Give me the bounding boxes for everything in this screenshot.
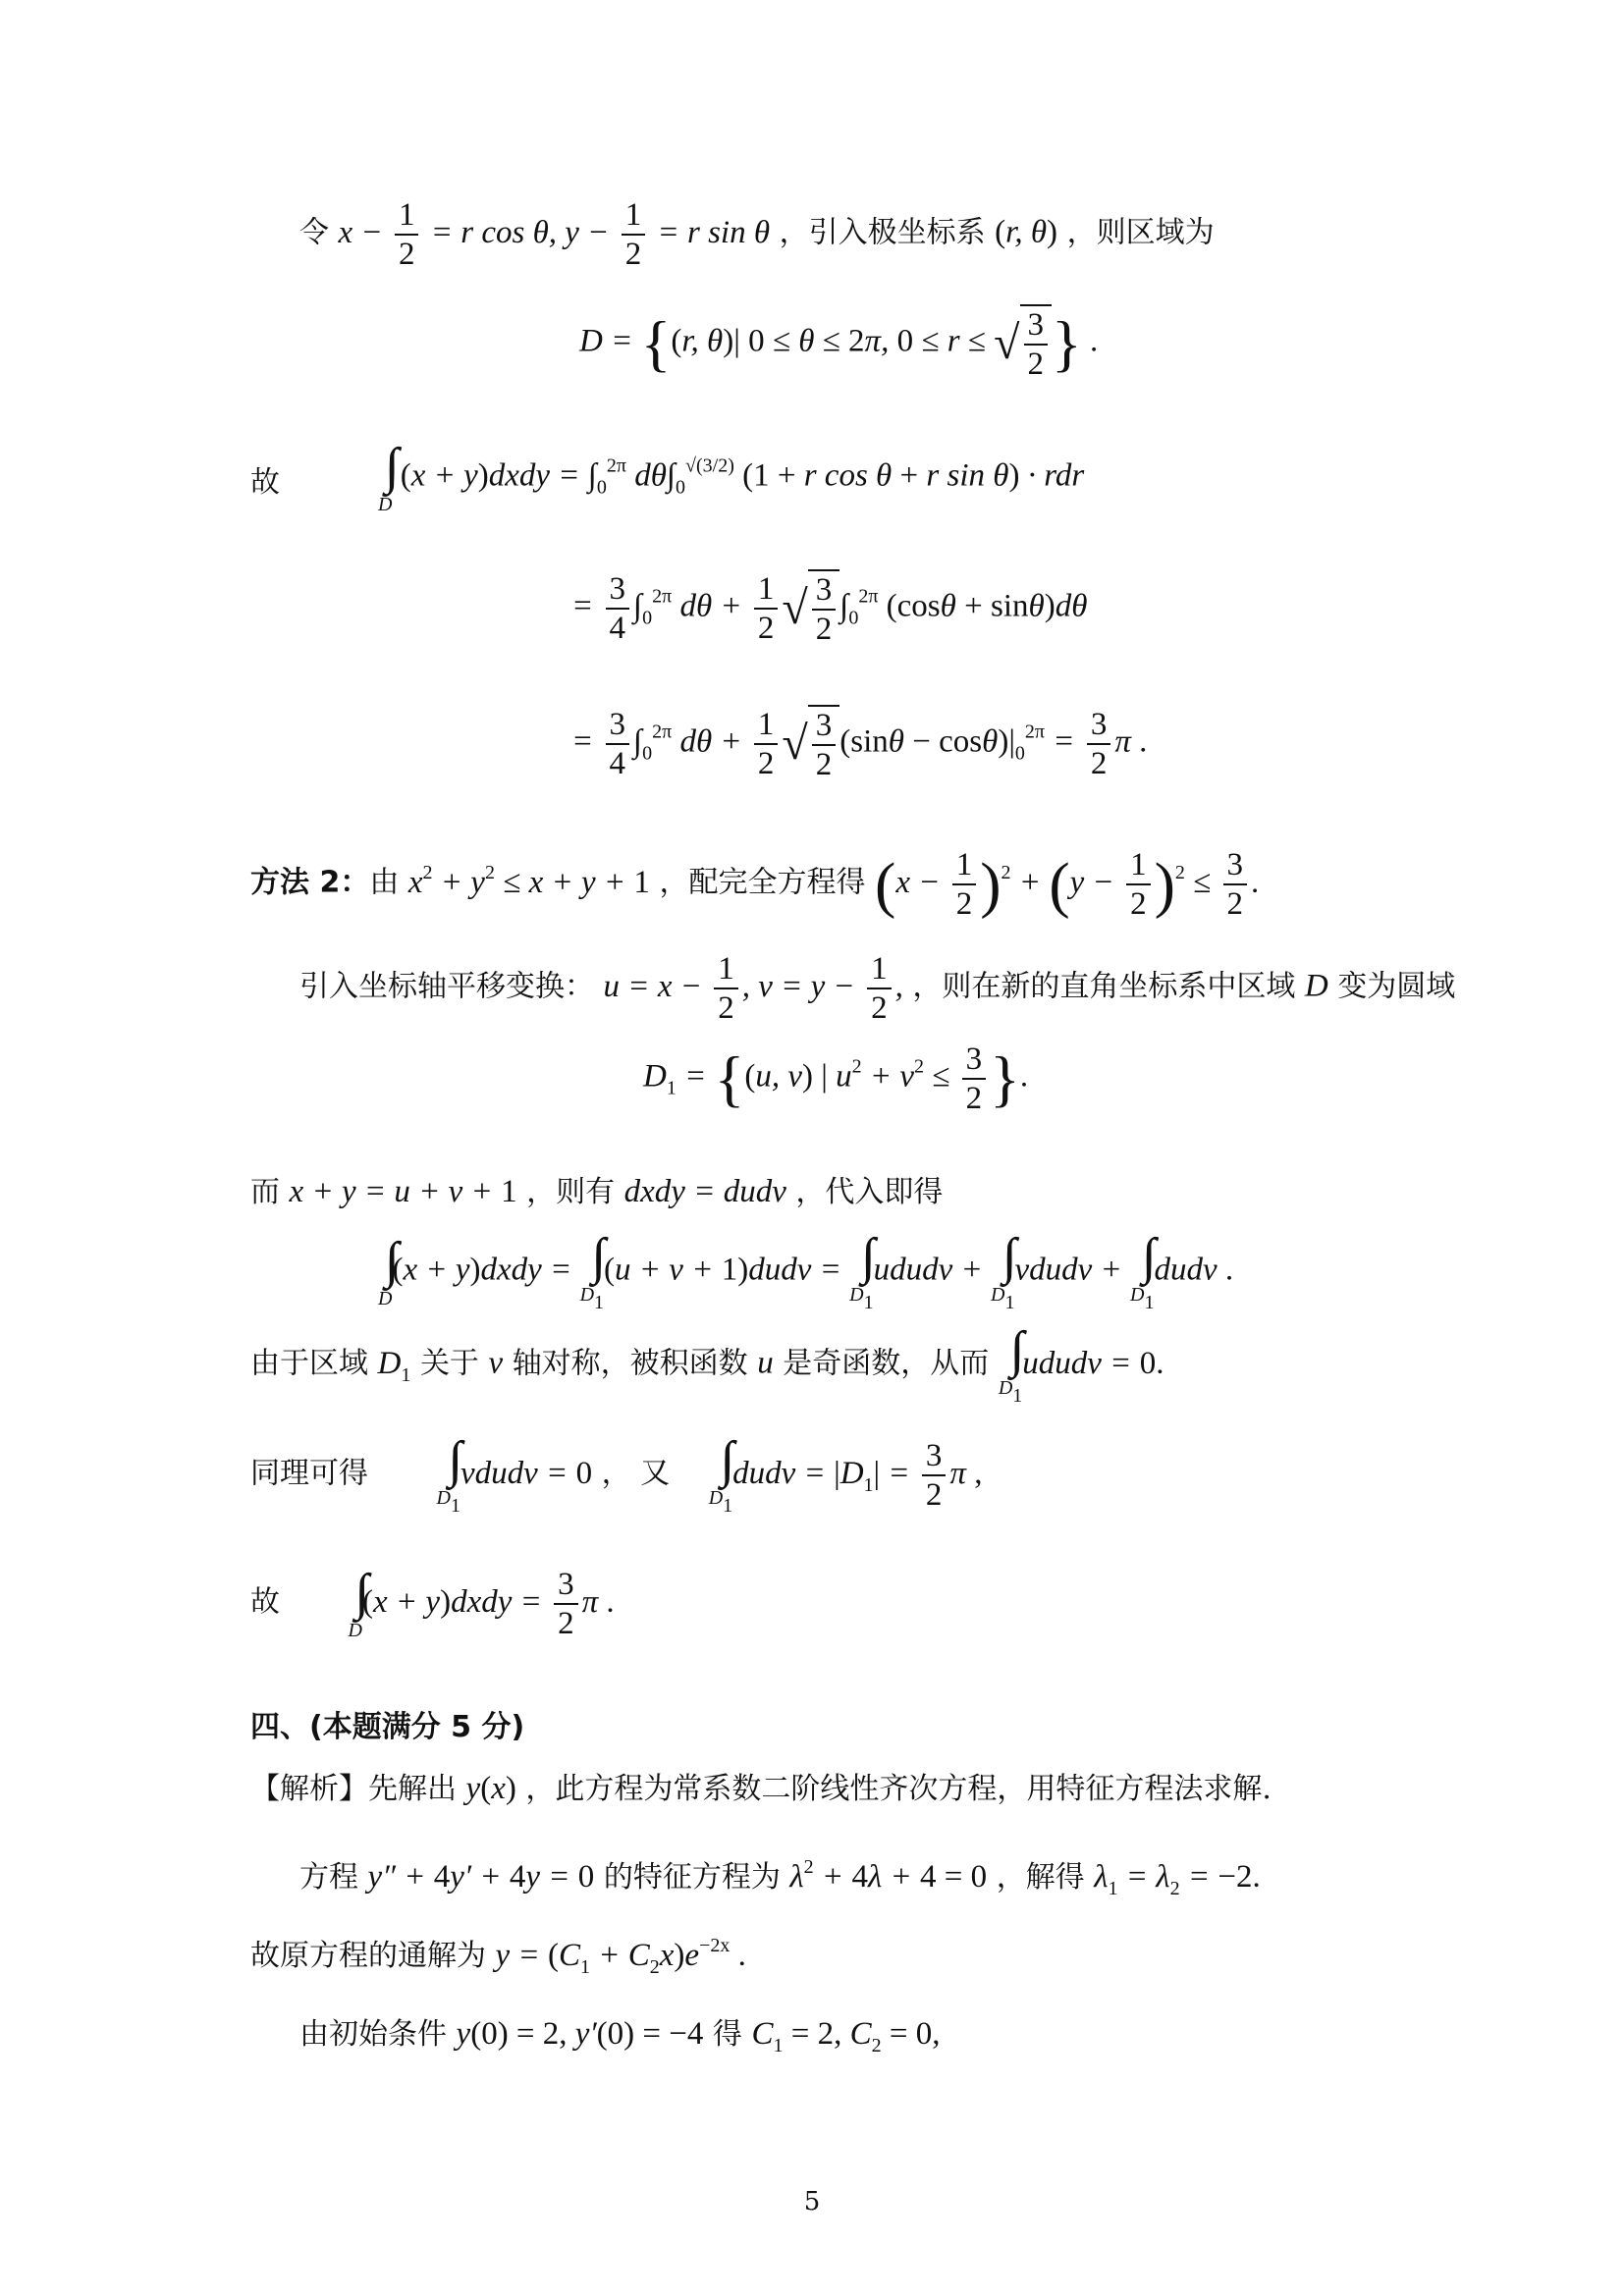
text: 引入坐标轴平移变换：: [299, 969, 594, 1004]
text: ，则在新的直角坐标系中区域: [912, 969, 1296, 1004]
text: 的特征方程为: [603, 1860, 781, 1895]
line-analysis: [250, 1767, 1272, 1811]
text: 故原方程的通解为: [250, 1939, 486, 1973]
math-ode: y″ + 4y′ + 4y = 0: [367, 1859, 595, 1895]
math-char-eq: $\lambda^2 + 4\lambda + 4 = 0$: [789, 1856, 988, 1895]
text: 由: [369, 865, 400, 900]
math-v-integral: ∫∫ D1 vdudv = 0: [436, 1432, 593, 1517]
math-substitution: x − $\frac{1}{2}$ = r cos θ, y − $\frac{1}{2}$ = r sin θ: [338, 197, 771, 272]
text: ，此方程为常系数二阶线性齐次方程，用特征方程法求解.: [525, 1772, 1272, 1806]
line-initial-conditions: [299, 2012, 941, 2067]
line-double-integral-polar: [250, 461, 280, 505]
math-polar-pair: (r, θ): [995, 214, 1058, 250]
equation-integral-polar: ∫∫ D (x + y)dxdy = $\int_0^{2\pi}$ $d\theta\int_0^{√(3/2)}$ (1 + r cos θ + r sin θ) · rdr: [378, 439, 1085, 515]
text: 由初始条件: [299, 2017, 447, 2052]
text: 令: [299, 215, 329, 250]
text: 而: [250, 1175, 280, 1209]
text: 是奇函数，从而: [783, 1346, 990, 1381]
sqrt-three-halves: √ $\frac{3}{2}$: [994, 304, 1052, 383]
line-symmetry: [250, 1322, 1164, 1407]
math-roots: $\lambda_1 = \lambda_2 = -2$.: [1094, 1859, 1261, 1899]
text: 先解出: [368, 1772, 457, 1806]
math-constants: $C_1 = 2$, $C_2 = 0$,: [751, 2016, 941, 2056]
line-translation: [299, 950, 1455, 1027]
line-general-solution: [250, 1924, 746, 1989]
math-initial: y(0) = 2, y′(0) = −4: [456, 2016, 704, 2052]
line-similarly: [250, 1432, 983, 1517]
text: ，代入即得: [795, 1175, 944, 1209]
text: ，则区域为: [1066, 215, 1215, 250]
text: 方程: [299, 1860, 358, 1895]
equation-region-d1: $D_1 = \{(u$, v) | $u^2 + v^2$ ≤ $\frac{3}{2}$ }.: [643, 1041, 1029, 1116]
text: ，解得: [996, 1860, 1085, 1895]
text-gu: 故: [250, 1584, 280, 1620]
math-complete-square: (x − $\frac{1}{2}$ )$^2$ + (y − $\frac{1}{2}$ )$^2$ ≤ $\frac{3}{2}$ .: [875, 847, 1260, 922]
math-dxdy: dxdy = dudv: [623, 1174, 786, 1209]
math-zero-integral: ∫∫ D1 ududv = 0.: [998, 1322, 1164, 1407]
text: 变为圆域: [1337, 969, 1456, 1004]
math-inequality: $x^2 + y^2 \le x + y + 1$: [407, 861, 650, 900]
section-4-title: 四、(本题满分 5 分): [250, 1710, 525, 1744]
method-label: 方法 2：: [250, 865, 370, 900]
page-number: 5: [803, 2187, 821, 2216]
analysis-label: 【解析】: [250, 1772, 368, 1806]
equation-step-2: = $\frac{3}{4}$ $\int_0^{2\pi}$ dθ + $\frac{1}{2}$ √ $\frac{3}{2}$ $\int_0^{2\pi}$ (cosθ + sinθ)dθ: [571, 571, 1088, 647]
text: 得: [712, 2017, 742, 2052]
fraction-half: $\frac{1}{2}$: [395, 196, 419, 273]
math-translation: u = x − $\frac{1}{2}$ , v = y − $\frac{1}{2}$ ,: [603, 951, 903, 1026]
line-jacobian: [250, 1170, 943, 1214]
equation-region-d: D = {(r, θ)| 0 ≤ θ ≤ 2π, 0 ≤ r ≤ √ $\frac{3}{2}$ } .: [579, 304, 1098, 383]
equation-step-3: = $\frac{3}{4}$ $\int_0^{2\pi}$ dθ + $\frac{1}{2}$ √ $\frac{3}{2}$ $(\sin\theta - \cos\theta)|_0^{2\pi}$ = $\frac{3}{2}$ π .: [571, 707, 1148, 782]
line-method-2: [250, 846, 1259, 923]
text: ，配完全方程得: [659, 865, 866, 900]
math-d: D: [1304, 968, 1328, 1004]
text: 关于: [419, 1346, 479, 1381]
line-characteristic: [299, 1845, 1261, 1910]
text: 轴对称，被积函数: [512, 1346, 748, 1381]
equation-integral-split: ∫∫ D (x + y)dxdy = ∫∫ D1 (u + v + 1)dudv = ∫∫ D1 ududv + ∫∫ D1 vdudv + ∫∫ D1 dudv .: [378, 1229, 1234, 1313]
fraction-half: $\frac{1}{2}$: [622, 196, 646, 273]
math-final: ∫∫ D (x + y)dxdy = $\frac{3}{2}$ π .: [348, 1565, 615, 1641]
line-result: [250, 1566, 615, 1642]
text: 由于区域: [250, 1346, 368, 1381]
math-sum: x + y = u + v + 1: [289, 1174, 517, 1209]
math-d1: $D_1$: [377, 1345, 411, 1386]
line-polar-substitution: [299, 196, 1215, 273]
text: ，引入极坐标系: [779, 215, 986, 250]
math-area: ∫∫ D1 dudv = $|D_1|$ = $\frac{3}{2}$ π ,: [708, 1432, 983, 1517]
math-u: u: [757, 1345, 774, 1381]
math-general: $y = (C_1 + C_2x)e^{-2x}$ .: [495, 1935, 746, 1978]
text: ，则有: [526, 1175, 616, 1209]
text: 同理可得: [250, 1456, 368, 1491]
math-v: v: [488, 1345, 504, 1381]
text: ， 又: [601, 1456, 671, 1491]
text-gu: 故: [250, 465, 280, 500]
math-yx: y(x): [465, 1771, 516, 1806]
double-integral-sign: ∫∫ D: [378, 439, 393, 515]
